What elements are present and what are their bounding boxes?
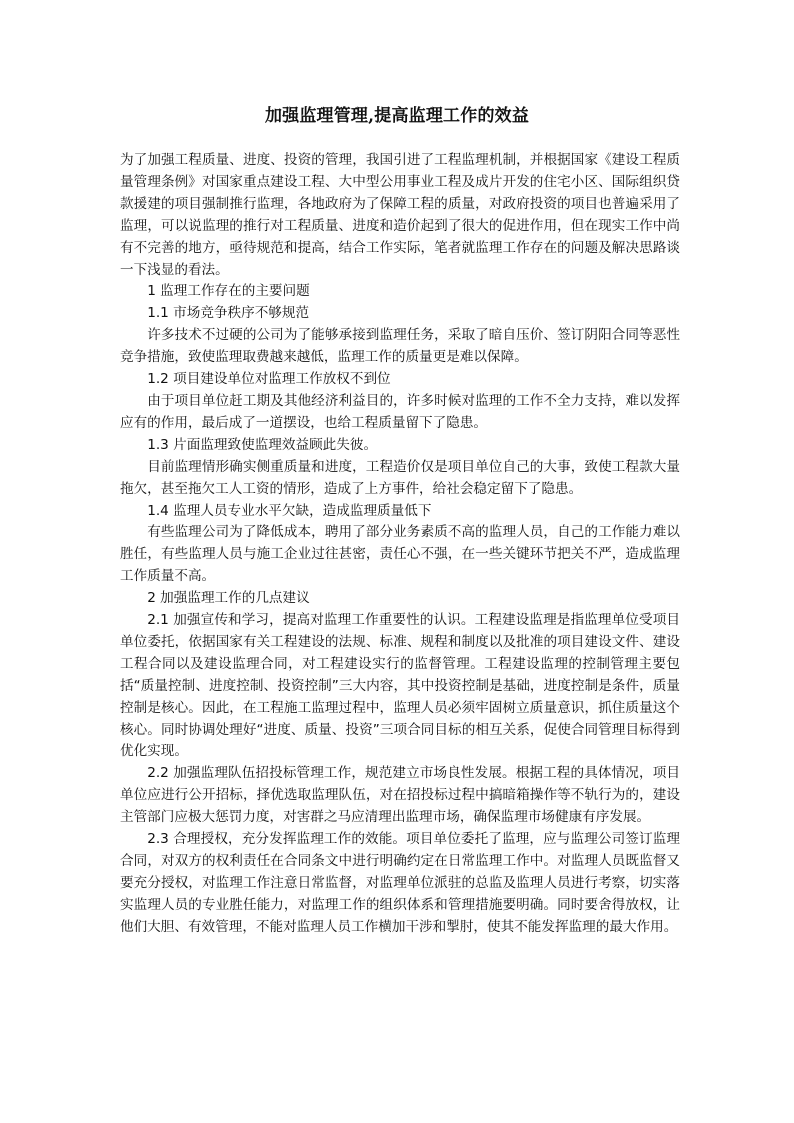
subsection-heading-1-1: 1.1 市场竞争秩序不够规范 (147, 305, 310, 322)
subsection-heading-1-2: 1.2 项目建设单位对监理工作放权不到位 (147, 371, 391, 388)
paragraph-2-1: 2.1 加强宣传和学习，提高对监理工作重要性的认识。工程建设监理是指监理单位受项目单位委托，依据国家有关工程建设的法规、标准、规程和制度以及批准的项目建设文件、建设工程合同以及建设监理合同，对工程建设实行的监督管理。工程建设监理的控制管理主要包括“质量控制、进度控制、投资控制”三大内容，其中投资控制是基础，进度控制是条件，质量控制是核心。因此，在工程施工监理过程中，监理人员必须牢固树立质量意识，抓住质量这个核心。同时协调处理好“进度、质量、投资”三项合同目标的相互关系，促使合同管理目标得到优化实现。 (120, 612, 680, 760)
document-title: 加强监理管理,提高监理工作的效益 (264, 106, 530, 126)
paragraph-1-1: 许多技术不过硬的公司为了能够承接到监理任务，采取了暗自压价、签订阴阳合同等恶性竞争措施，致使监理取费越来越低，监理工作的质量更是难以保障。 (120, 327, 680, 366)
intro-paragraph: 为了加强工程质量、进度、投资的管理，我国引进了工程监理机制，并根据国家《建设工程质量管理条例》对国家重点建设工程、大中型公用事业工程及成片开发的住宅小区、国际组织贷款援建的项目强制推行监理，各地政府为了保障工程的质量，对政府投资的项目也普遍采用了监理，可以说监理的推行对工程质量、进度和造价起到了很大的促进作用，但在现实工作中尚有不完善的地方，亟待规范和提高，结合工作实际，笔者就监理工作存在的问题及解决思路谈一下浅显的看法。 (120, 152, 680, 278)
subsection-heading-1-3: 1.3 片面监理致使监理效益顾此失彼。 (147, 436, 378, 453)
subsection-heading-1-4: 1.4 监理人员专业水平欠缺，造成监理质量低下 (147, 502, 432, 519)
paragraph-1-3: 目前监理情形确实侧重质量和进度，工程造价仅是项目单位自己的大事，致使工程款大量拖欠，甚至拖欠工人工资的情形，造成了上方事件，给社会稳定留下了隐患。 (120, 458, 680, 497)
section-heading-1: 1 监理工作存在的主要问题 (147, 283, 310, 300)
paragraph-2-3: 2.3 合理授权，充分发挥监理工作的效能。项目单位委托了监理，应与监理公司签订监理合同，对双方的权利责任在合同条文中进行明确约定在日常监理工作中。对监理人员既监督又要充分授权，对监理工作注意日常监督，对监理单位派驻的总监及监理人员进行考察，切实落实监理人员的专业胜任能力，对监理工作的组织体系和管理措施要明确。同时要舍得放权，让他们大胆、有效管理，不能对监理人员工作横加干涉和掣肘，使其不能发挥监理的最大作用。 (120, 831, 680, 935)
document-body (120, 150, 680, 939)
paragraph-1-4: 有些监理公司为了降低成本，聘用了部分业务素质不高的监理人员，自己的工作能力难以胜任，有些监理人员与施工企业过往甚密，责任心不强，在一些关键环节把关不严，造成监理工作质量不高。 (120, 524, 680, 585)
paragraph-2-2: 2.2 加强监理队伍招投标管理工作，规范建立市场良性发展。根据工程的具体情况，项目单位应进行公开招标，择优选取监理队伍，对在招投标过程中搞暗箱操作等不轨行为的，建设主管部门应极大惩罚力度，对害群之马应清理出监理市场，确保监理市场健康有序发展。 (120, 765, 680, 826)
paragraph-1-2: 由于项目单位赶工期及其他经济利益目的，许多时候对监理的工作不全力支持，难以发挥应有的作用，最后成了一道摆设，也给工程质量留下了隐患。 (120, 392, 680, 431)
section-heading-2: 2 加强监理工作的几点建议 (147, 590, 310, 607)
